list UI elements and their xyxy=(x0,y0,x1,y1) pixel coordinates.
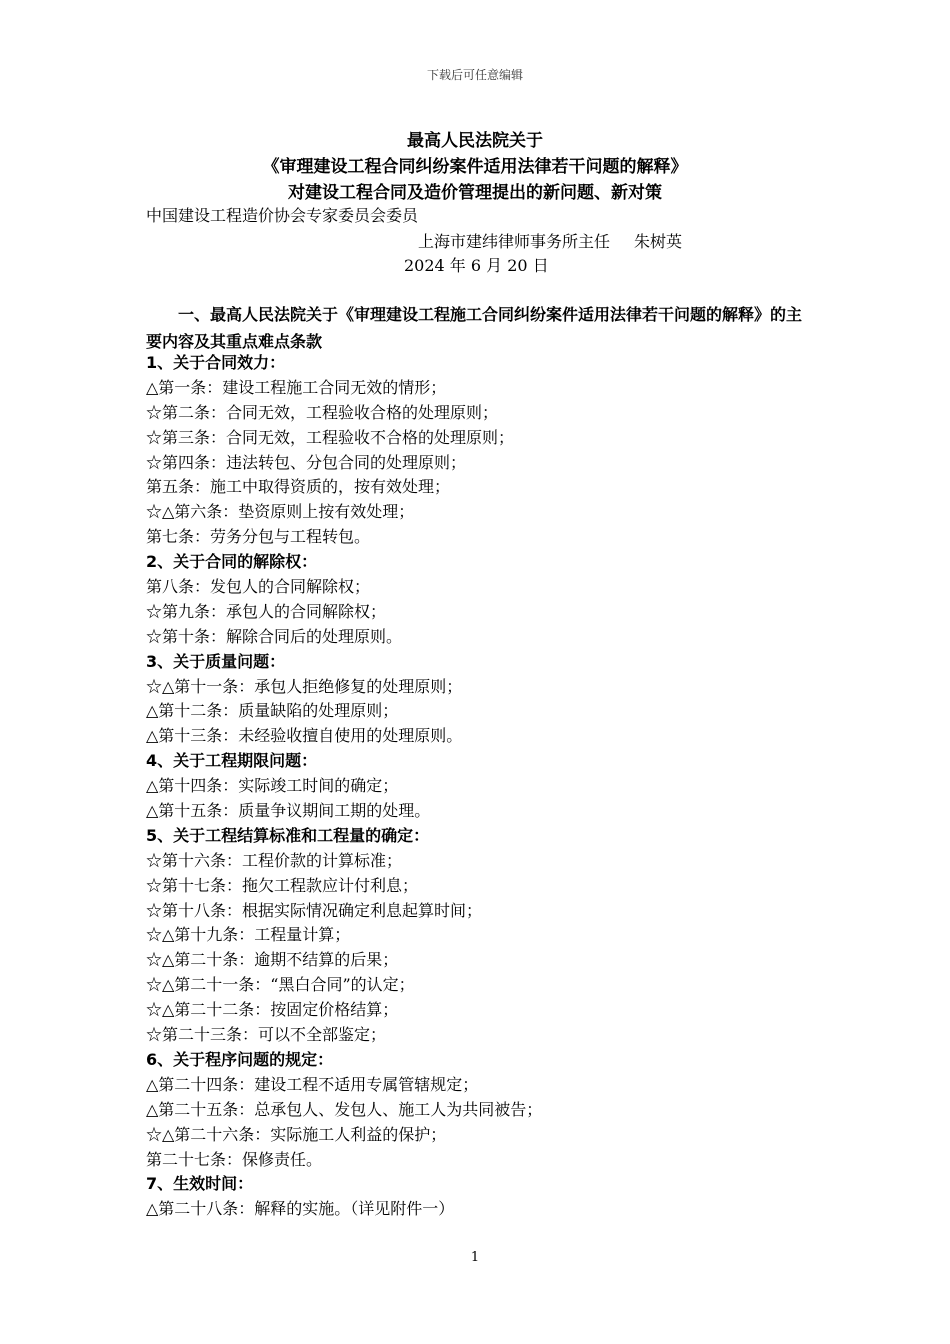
header-note: 下载后可任意编辑 xyxy=(426,68,523,82)
article-item: ☆第十六条：工程价款的计算标准； xyxy=(146,850,403,870)
subsection-heading: 5、关于工程结算标准和工程量的确定： xyxy=(146,825,430,845)
article-item: ☆第三条：合同无效，工程验收不合格的处理原则； xyxy=(146,427,515,447)
section-heading: 一、最高人民法院关于《审理建设工程施工合同纠纷案件适用法律若干问题的解释》的主要内容及其重点难点条款 xyxy=(146,305,803,351)
article-list xyxy=(146,351,826,1222)
author-affiliation-2-line xyxy=(418,229,682,252)
article-item: ☆△第二十六条：实际施工人利益的保护； xyxy=(146,1124,447,1144)
author-name: 朱树英 xyxy=(634,232,683,251)
article-item: ☆第四条：违法转包、分包合同的处理原则； xyxy=(146,452,467,472)
article-item: ☆第十七条：拖欠工程款应计付利息； xyxy=(146,875,419,895)
article-item: ☆△第二十一条：“黑白合同”的认定； xyxy=(146,975,415,995)
article-item: ☆第十条：解除合同后的处理原则。 xyxy=(146,626,403,646)
article-item: ☆第九条：承包人的合同解除权； xyxy=(146,601,387,621)
title-line-2: 《审理建设工程合同纠纷案件适用法律若干问题的解释》 xyxy=(262,157,688,177)
article-item: 第二十七条：保修责任。 xyxy=(146,1149,323,1169)
subsection-heading: 2、关于合同的解除权： xyxy=(146,552,318,572)
article-item: △第十四条：实际竣工时间的确定； xyxy=(146,776,399,796)
subsection-heading: 4、关于工程期限问题： xyxy=(146,751,318,771)
article-item: ☆第二十三条：可以不全部鉴定； xyxy=(146,1025,387,1045)
title-line-1: 最高人民法院关于 xyxy=(407,131,543,151)
article-item: △第十五条：质量争议期间工期的处理。 xyxy=(146,801,431,821)
article-item: ☆△第二十二条：按固定价格结算； xyxy=(146,1000,399,1020)
article-item: ☆第十八条：根据实际情况确定利息起算时间； xyxy=(146,900,483,920)
article-item: 第五条：施工中取得资质的，按有效处理； xyxy=(146,477,451,497)
document-date: 2024 年 6 月 20 日 xyxy=(404,256,549,275)
article-item: △第十三条：未经验收擅自使用的处理原则。 xyxy=(146,726,463,746)
article-item: 第八条：发包人的合同解除权； xyxy=(146,577,371,597)
article-item: ☆第二条：合同无效，工程验收合格的处理原则； xyxy=(146,402,499,422)
article-item: △第二十八条：解释的实施。（详见附件一） xyxy=(146,1199,455,1219)
subsection-heading: 1、关于合同效力： xyxy=(146,353,286,372)
article-item: 第七条：劳务分包与工程转包。 xyxy=(146,527,371,547)
subsection-heading: 3、关于质量问题： xyxy=(146,651,286,671)
author-affiliation-1: 中国建设工程造价协会专家委员会委员 xyxy=(146,206,419,225)
page-number: 1 xyxy=(470,1250,480,1265)
subsection-heading: 6、关于程序问题的规定： xyxy=(146,1049,334,1069)
subsection-heading: 7、生效时间： xyxy=(146,1174,254,1194)
title-line-3: 对建设工程合同及造价管理提出的新问题、新对策 xyxy=(288,183,662,203)
article-item: △第十二条：质量缺陷的处理原则； xyxy=(146,701,399,721)
author-affiliation-2: 上海市建纬律师事务所主任 xyxy=(418,232,611,251)
article-item: △第二十四条：建设工程不适用专属管辖规定； xyxy=(146,1074,479,1094)
article-item: ☆△第二十条：逾期不结算的后果； xyxy=(146,950,399,970)
article-item: △第二十五条：总承包人、发包人、施工人为共同被告； xyxy=(146,1099,543,1119)
article-item: △第一条：建设工程施工合同无效的情形； xyxy=(146,377,447,397)
article-item: ☆△第十九条：工程量计算； xyxy=(146,925,351,945)
article-item: ☆△第十一条：承包人拒绝修复的处理原则； xyxy=(146,676,463,696)
article-item: ☆△第六条：垫资原则上按有效处理； xyxy=(146,502,415,522)
